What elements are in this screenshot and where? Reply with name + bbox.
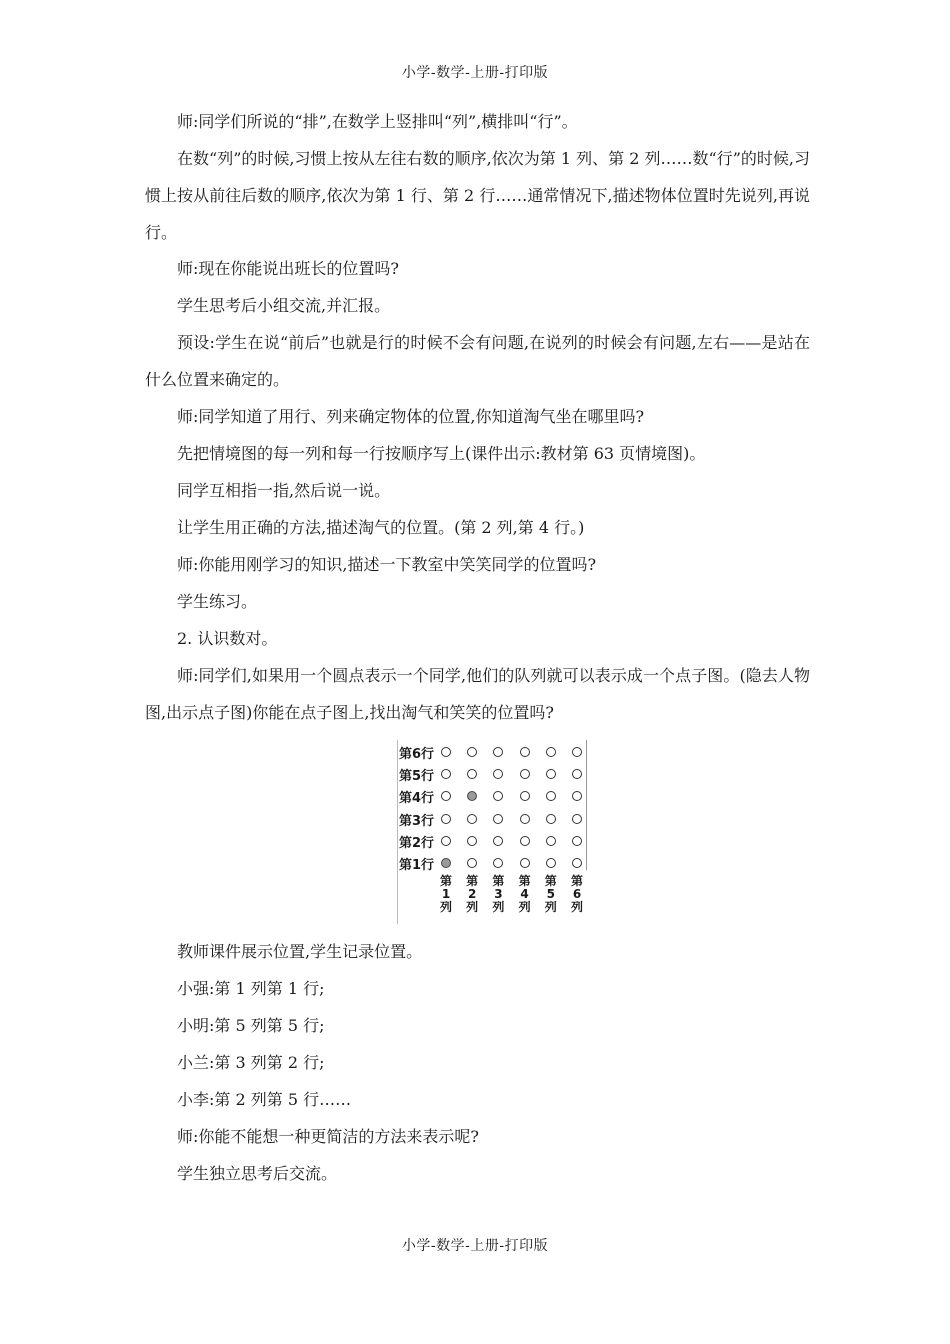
dot [546,747,556,757]
column-label-part: 列 [570,900,583,914]
dot [467,769,477,779]
column-label-part: 第 [544,874,557,888]
dot [441,836,451,846]
paragraph: 师:你能不能想一种更简洁的方法来表示呢? [177,1127,479,1146]
paragraph: 小李:第 2 列第 5 行…… [177,1090,352,1109]
dot [493,814,503,824]
column-label-part: 列 [439,900,452,914]
paragraph: 师:同学们,如果用一个圆点表示一个同学,他们的队列就可以表示成一个点子图。(隐去人物图,出示点子图)你能在点子图上,找出淘气和笑笑的位置吗? [145,666,810,722]
dot [572,836,582,846]
dot [441,814,451,824]
paragraph: 学生练习。 [177,592,258,611]
dot [441,791,451,801]
column-label-part: 第 [439,874,452,888]
dot [546,769,556,779]
dot [467,814,477,824]
dot [467,858,477,868]
paragraph: 预设:学生在说“前后”也就是行的时候不会有问题,在说列的时候会有问题,左右——是站在什么位置来确定的。 [145,333,810,389]
dot [520,791,530,801]
column-label [569,875,585,914]
dot [546,858,556,868]
dot [572,747,582,757]
dot [546,836,556,846]
dot [546,791,556,801]
section-heading: 2. 认识数对。 [177,629,278,648]
column-label-part: 列 [544,900,557,914]
paragraph: 师:同学知道了用行、列来确定物体的位置,你知道淘气坐在哪里吗? [177,407,645,426]
dot [467,747,477,757]
dot [520,769,530,779]
column-label-part: 列 [466,900,479,914]
paragraph: 在数“列”的时候,习惯上按从左往右数的顺序,依次为第 1 列、第 2 列……数“行”的时候,习惯上按从前往后数的顺序,依次为第 1 行、第 2 行……通常情况下,描述物体位置时先说列,再说行。 [145,149,810,242]
row-label: 第5行 [399,769,435,785]
column-label-part: 6 [572,887,582,901]
row-label: 第1行 [399,858,435,873]
column-label-part: 第 [492,874,505,888]
row-label: 第3行 [399,813,435,829]
figure-border-left [397,740,398,924]
row-label: 第6行 [399,747,435,762]
column-label-part: 列 [492,900,505,914]
paragraph: 小明:第 5 列第 5 行; [177,1016,325,1035]
dot [493,747,503,757]
column-label-part: 5 [546,887,555,901]
column-label-part: 1 [441,887,451,901]
dot [441,747,451,757]
column-label-part: 4 [520,887,529,901]
column-label-part: 3 [494,887,503,901]
dot [520,858,530,868]
dot [572,858,582,868]
paragraph: 让学生用正确的方法,描述淘气的位置。(第 2 列,第 4 行。) [177,518,585,537]
dot-grid-figure [397,740,587,924]
column-label [543,875,559,914]
paragraph: 小强:第 1 列第 1 行; [177,979,325,998]
paragraph: 学生思考后小组交流,并汇报。 [177,296,391,315]
column-label-part: 第 [466,874,479,888]
dot [572,769,582,779]
dot [493,858,503,868]
paragraph: 小兰:第 3 列第 2 行; [177,1053,325,1072]
paragraph: 学生独立思考后交流。 [177,1164,338,1183]
column-label-part: 第 [518,874,531,888]
page-header: 小学-数学-上册-打印版 [401,65,549,81]
dot [493,769,503,779]
dot [520,836,530,846]
dot [441,769,451,779]
paragraph: 教师课件展示位置,学生记录位置。 [177,942,423,961]
dot [572,814,582,824]
dot [546,814,556,824]
filled-dot [441,858,451,868]
dot [520,814,530,824]
dot [520,747,530,757]
dot [572,791,582,801]
row-label: 第2行 [399,835,435,851]
dot [493,791,503,801]
row-label: 第4行 [399,791,435,807]
column-label [464,875,480,914]
column-label [517,875,533,914]
column-label-part: 列 [518,900,531,914]
column-label [438,875,454,914]
paragraph: 师:同学们所说的“排”,在数学上竖排叫“列”,横排叫“行”。 [177,112,578,131]
dot [467,836,477,846]
paragraph: 先把情境图的每一列和每一行按顺序写上(课件出示:教材第 63 页情境图)。 [177,444,706,463]
paragraph: 师:你能用刚学习的知识,描述一下教室中笑笑同学的位置吗? [177,555,597,574]
paragraph: 师:现在你能说出班长的位置吗? [177,259,399,278]
column-label-part: 第 [570,874,583,888]
column-label [490,875,506,914]
dot [493,836,503,846]
filled-dot [467,791,477,801]
page-footer: 小学-数学-上册-打印版 [401,1238,549,1254]
column-label-part: 2 [468,887,477,901]
paragraph: 同学互相指一指,然后说一说。 [177,481,391,500]
figure-border-right [586,740,587,870]
